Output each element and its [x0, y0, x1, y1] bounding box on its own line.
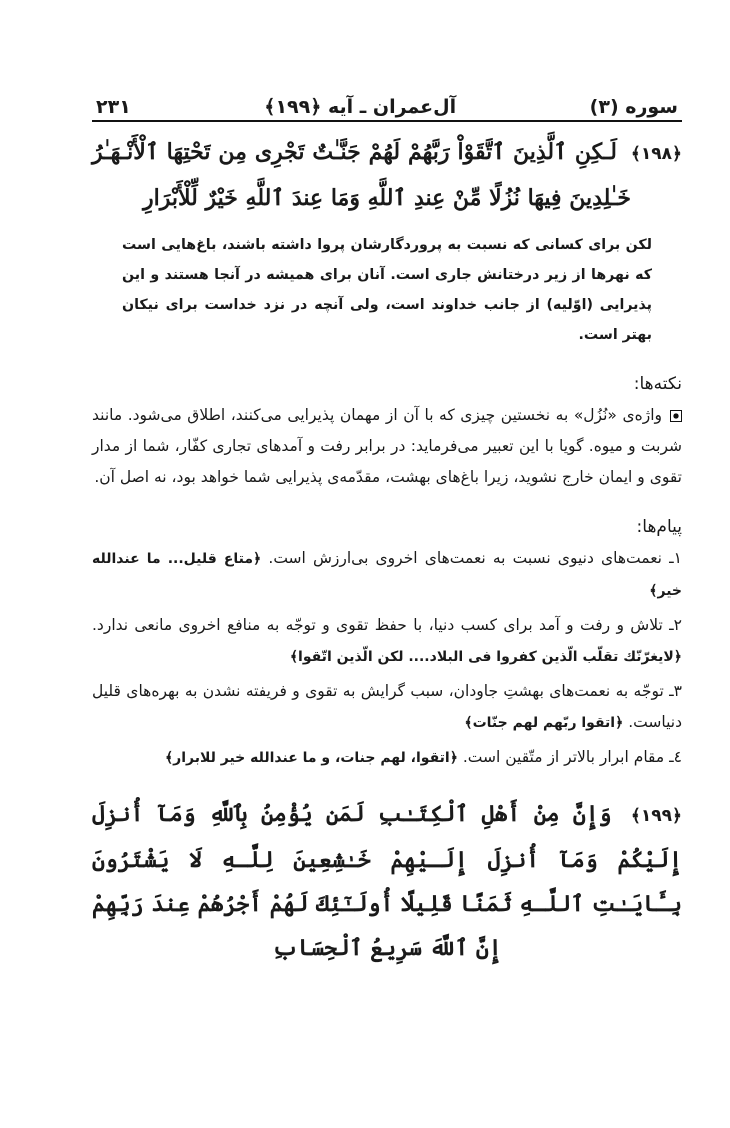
list-item [92, 742, 682, 774]
notes-title: نكته‌ها: [633, 374, 682, 394]
verse-199-number: ﴿١٩٩﴾ [630, 806, 682, 826]
verse-198-translation: لكن براى كسانى كه نسبت به پروردگارشان پروا داشته باشند، باغ‌هايى است كه نهرها از زير درختانش جارى است. آنان براى هميشه در آنجا هستند و اين پذيرايى (اوّليه) از جانب خداوند است، ولى آنچه در نزد خداست براى نيكان بهتر است. [122, 237, 652, 343]
bullet-icon [670, 410, 682, 422]
notes-text: واژه‌ى «نُزُل» به نخستين چيزى كه با آن از مهمان پذيرايى مى‌كنند، اطلاق مى‌شود. مانند شربت و ميوه. گويا با اين تعبير مى‌فرمايد: در برابر رفت و آمدهاى تجارى كفّار، شما از مدار تقوى و ايمان خارج نشويد، زيرا باغ‌هاى بهشت، مقدّمه‌ى پذيرايى شما خواهد بود، نه اصل آن. [92, 406, 682, 486]
header-rule [92, 120, 682, 122]
message-text: ٣ـ توجّه به نعمت‌هاى بهشتِ جاودان، سبب گرايش به تقوى و فريفته نشدن به بهره‌هاى قليل دنياست. [92, 682, 682, 731]
verse-198 [92, 130, 682, 220]
message-citation: ﴿اتقوا، لهم جنات، و ما عندالله خير للابرار﴾ [164, 750, 458, 766]
list-item [92, 543, 682, 607]
verse-199-text: وَإِنَّ مِنْ أَهْلِ ٱلْكِتَـٰبِ لَمَن يُؤْمِنُ بِٱللَّهِ وَمَآ أُنزِلَ إِلَيْكُمْ وَمَآ أُنزِلَ إِلَـيْهِمْ خَـٰشِعِينَ لِلَّـهِ لَا يَشْتَرُونَ بِـَٔايَـٰتِ ٱللَّـهِ ثَمَنًا قَلِيلًا أُولَـٰٓئِكَ لَهُمْ أَجْرُهُمْ عِندَ رَبِّهِمْ إِنَّ ٱللَّهَ سَرِيعُ ٱلْحِسَابِ [92, 801, 682, 961]
message-text: ٢ـ تلاش و رفت و آمد براى كسب دنيا، با حفظ تقوى و توجّه به منافع اخروى مانعى ندارد. [92, 616, 682, 634]
verse-198-number: ﴿١٩٨﴾ [630, 144, 682, 164]
message-citation: ﴿لايغرّنّك تقلّب الّذين كفروا فى البلاد.... لكن الّذين اتّقوا﴾ [289, 649, 682, 665]
page-header [92, 88, 682, 118]
messages-list [92, 543, 682, 774]
message-citation: ﴿اتقوا ربّهم لهم جنّات﴾ [464, 715, 624, 731]
list-item [92, 610, 682, 673]
message-citation: ﴿متاع قليل... ما عندالله خير﴾ [92, 551, 682, 599]
page-number: ٢٣١ [96, 96, 131, 118]
messages-title: پيام‌ها: [636, 517, 682, 537]
surah-label: سوره (٣) [589, 96, 678, 118]
page [92, 88, 682, 970]
notes-paragraph [92, 400, 682, 493]
message-text: ٤ـ مقام ابرار بالاتر از متّقين است. [462, 748, 682, 766]
list-item [92, 676, 682, 739]
message-text: ١ـ نعمت‌هاى دنيوى نسبت به نعمت‌هاى اخروى بى‌ارزش است. [268, 549, 682, 567]
verse-198-text: لَـكِنِ ٱلَّذِينَ ٱتَّقَوْاْ رَبَّهُمْ لَهُمْ جَنَّـٰتٌ تَجْرِى مِن تَحْتِهَا ٱلْأَنْـهَـٰرُ خَـٰلِدِينَ فِيهَا نُزُلًا مِّنْ عِندِ ٱللَّهِ وَمَا عِندَ ٱللَّهِ خَيْرٌ لِّلْأَبْرَارِ [92, 139, 631, 211]
verse-199 [92, 792, 682, 970]
header-title: آل‌عمران ـ آیه ﴿١٩٩﴾ [264, 96, 457, 118]
